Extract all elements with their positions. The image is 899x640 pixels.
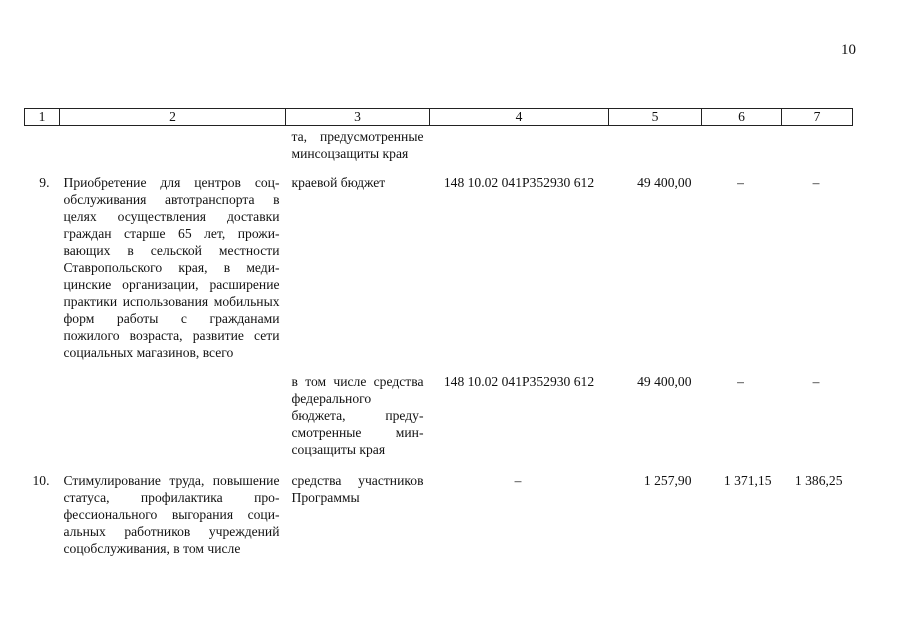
- value-col-5: [609, 126, 702, 175]
- measure-name: [60, 373, 286, 472]
- row-number: 10.: [32, 473, 50, 488]
- table-row-9-federal: [25, 373, 853, 472]
- budget-code: –: [514, 473, 522, 488]
- row-number: 9.: [39, 175, 50, 190]
- value-col-6: 1 371,15: [723, 473, 772, 488]
- measure-name: Приобретение для центров соцобслуживания автотранспорта в целях осуществления доставки граждан старше 65 лет, проживающих в сельской местности Ставропольского края, в медицинские организации, расширение практики использования мобильных форм работы с гражданами пожилого возраста, развитие сети социальных магазинов, всего: [63, 175, 280, 360]
- row-number: [25, 126, 60, 175]
- budget-table: [24, 108, 853, 557]
- value-col-7: –: [812, 374, 820, 389]
- value-col-5: 49 400,00: [637, 175, 692, 190]
- row-number: [25, 373, 60, 472]
- measure-name: [60, 126, 286, 175]
- column-header-5: 5: [609, 109, 702, 126]
- header-row: [25, 109, 853, 126]
- value-col-7: [782, 126, 853, 175]
- page-number: 10: [841, 42, 856, 58]
- value-col-6: [702, 126, 782, 175]
- budget-code: 148 10.02 041P352930 612: [443, 175, 595, 190]
- table-row-9: [25, 174, 853, 373]
- budget-code: 148 10.02 041P352930 612: [443, 374, 595, 389]
- budget-code: [430, 126, 609, 175]
- measure-name: Стимулирование труда, повышение статуса, профилактика профессионального выгорания социальных работников учреждений соцобслуживания, в том числе: [63, 473, 280, 556]
- funding-source: краевой бюджет: [291, 175, 386, 190]
- column-header-4: 4: [430, 109, 609, 126]
- column-header-1: 1: [25, 109, 60, 126]
- table-row-10: [25, 472, 853, 557]
- column-header-2: 2: [60, 109, 286, 126]
- value-col-5: 1 257,90: [643, 473, 692, 488]
- funding-source: в том числе средства федерального бюджета, предусмотренные минсоцзащиты края: [291, 374, 424, 457]
- column-header-3: 3: [286, 109, 430, 126]
- funding-source: средства участников Программы: [291, 473, 424, 505]
- column-header-6: 6: [702, 109, 782, 126]
- value-col-7: –: [812, 175, 820, 190]
- value-col-6: –: [737, 374, 744, 389]
- funding-source: та, предусмотренные минсоцзащиты края: [291, 129, 424, 161]
- value-col-7: 1 386,25: [794, 473, 843, 488]
- value-col-5: 49 400,00: [637, 374, 692, 389]
- value-col-6: –: [737, 175, 744, 190]
- column-header-7: 7: [782, 109, 853, 126]
- table-row-continuation: [25, 126, 853, 175]
